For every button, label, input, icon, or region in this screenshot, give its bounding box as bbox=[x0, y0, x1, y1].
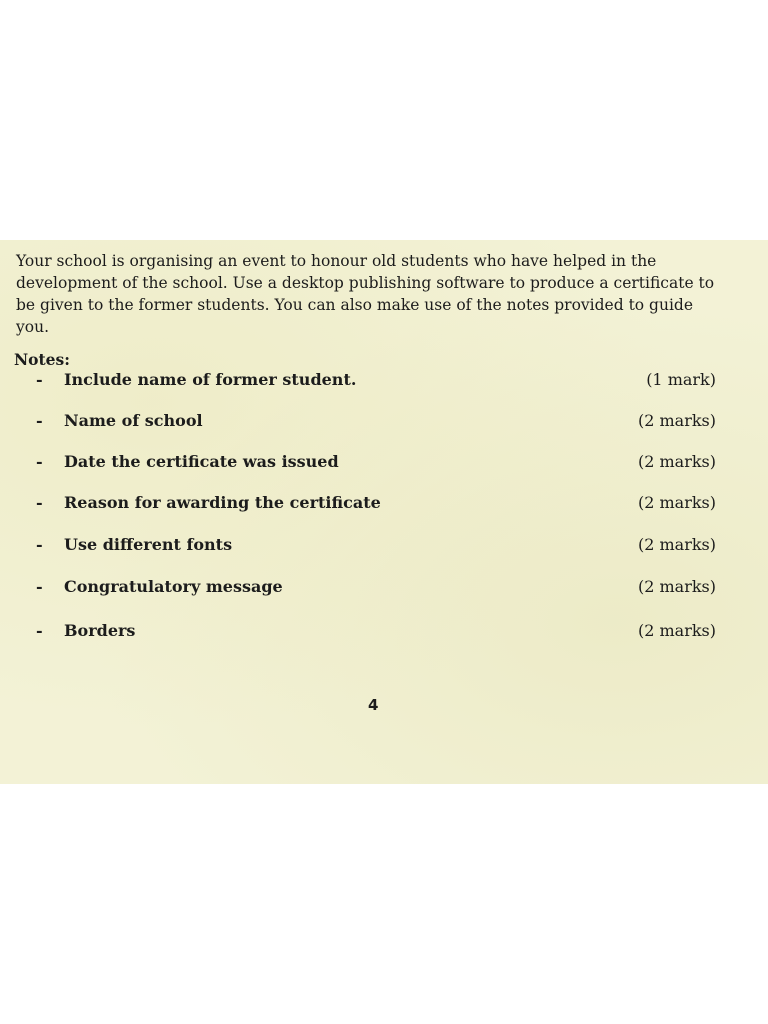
note-bullet: - bbox=[36, 493, 43, 512]
note-marks: (2 marks) bbox=[637, 452, 716, 471]
note-text: Congratulatory message bbox=[64, 577, 283, 596]
note-marks: (2 marks) bbox=[637, 493, 716, 512]
note-marks: (2 marks) bbox=[637, 411, 716, 430]
note-bullet: - bbox=[36, 452, 43, 471]
note-item bbox=[36, 535, 726, 559]
note-text: Borders bbox=[64, 621, 136, 640]
note-bullet: - bbox=[36, 535, 43, 554]
note-marks: (2 marks) bbox=[637, 577, 716, 596]
notes-heading: Notes: bbox=[14, 350, 70, 369]
note-text: Include name of former student. bbox=[64, 370, 357, 389]
note-item bbox=[36, 370, 726, 394]
note-text: Name of school bbox=[64, 411, 203, 430]
note-bullet: - bbox=[36, 411, 43, 430]
note-item bbox=[36, 621, 726, 645]
note-text: Date the certificate was issued bbox=[64, 452, 339, 471]
scanned-paper bbox=[0, 240, 768, 784]
note-item bbox=[36, 493, 726, 517]
note-bullet: - bbox=[36, 370, 43, 389]
note-item bbox=[36, 452, 726, 476]
note-text: Use different fonts bbox=[64, 535, 233, 554]
note-marks: (2 marks) bbox=[637, 535, 716, 554]
note-item bbox=[36, 577, 726, 601]
note-text: Reason for awarding the certificate bbox=[64, 493, 381, 512]
note-bullet: - bbox=[36, 577, 43, 596]
note-marks: (1 mark) bbox=[646, 370, 716, 389]
note-marks: (2 marks) bbox=[637, 621, 716, 640]
note-bullet: - bbox=[36, 621, 43, 640]
question-text: Your school is organising an event to honour old students who have helped in the development of the school. Use a desktop publishing software to produce a certificate to be given to the former students. You can also make use of the notes provided to guide you. bbox=[16, 252, 715, 336]
note-item bbox=[36, 411, 726, 435]
page-number: 4 bbox=[368, 696, 379, 714]
